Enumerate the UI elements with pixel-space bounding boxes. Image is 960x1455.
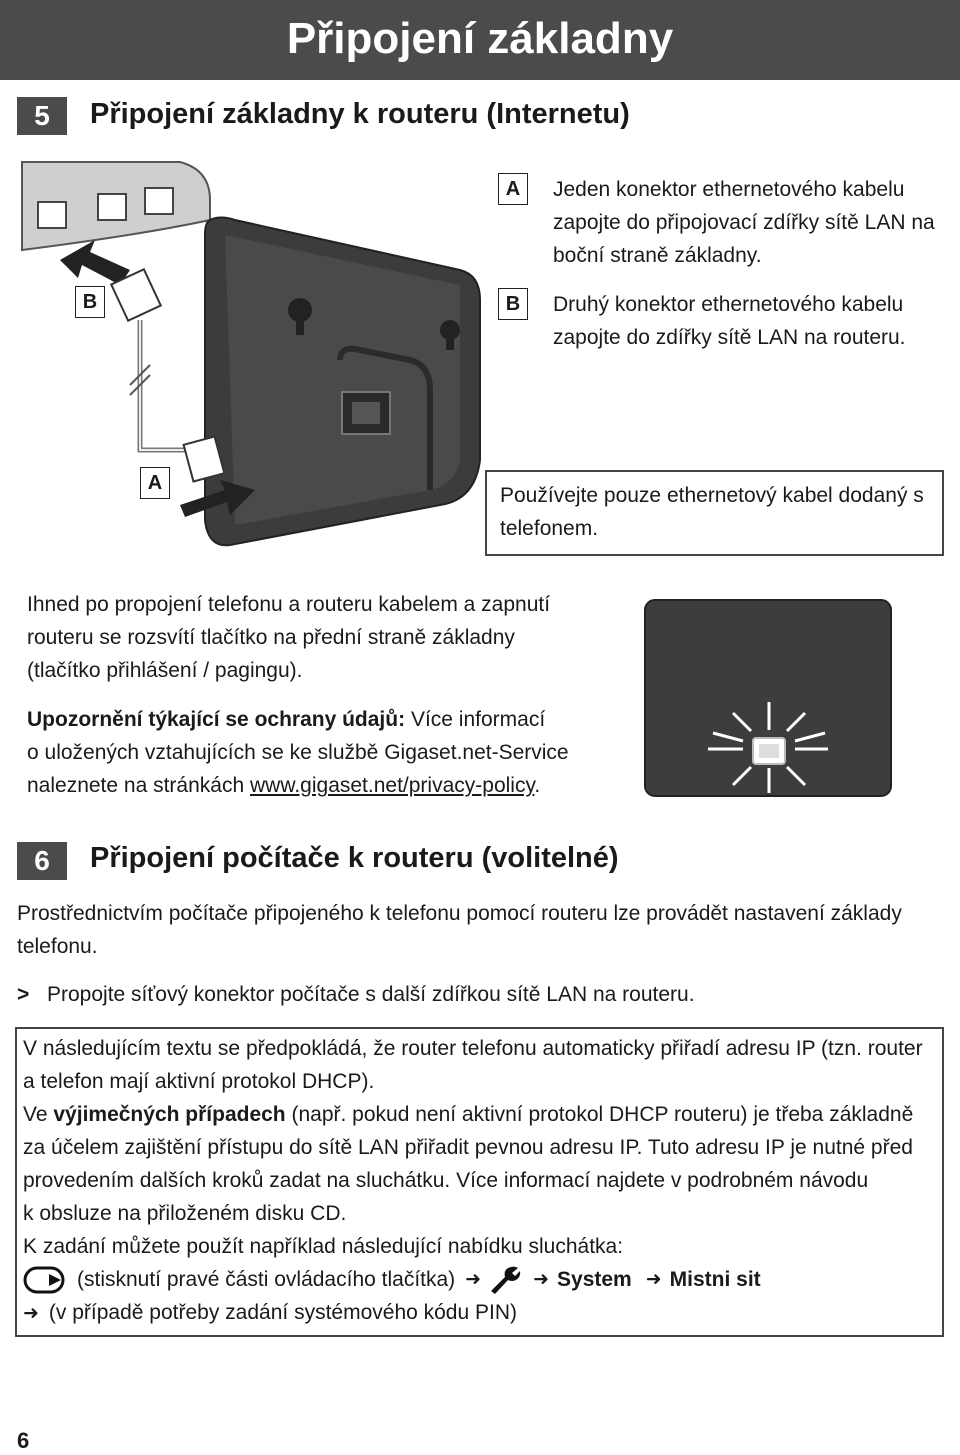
- menu-pin-line: [23, 1296, 938, 1330]
- dhcp-info-content: [23, 1032, 938, 1330]
- step-6-title: Připojení počítače k routeru (volitelné): [90, 842, 619, 874]
- led-paragraph: Ihned po propojení telefonu a routeru kabelem a zapnutí routeru se rozsvítí tlačítko na přední straně základny (tlačítko přihlášení / pagingu).: [27, 593, 551, 682]
- menu-mistni-sit: Mistni sit: [669, 1268, 761, 1291]
- arrow-icon: ➜: [23, 1303, 39, 1324]
- menu-path-line: [23, 1263, 938, 1296]
- label-b-illustration: B: [75, 286, 105, 318]
- bullet-text: Propojte síťový konektor počítače s další zdířkou sítě LAN na routeru.: [47, 983, 695, 1006]
- base-front-illustration: [643, 598, 893, 798]
- bullet-marker: >: [17, 983, 30, 1006]
- box-line-3-bold: výjimečných případech: [53, 1103, 286, 1126]
- privacy-text-2: o uložených vztahujících se ke službě Gigaset.net-Service: [27, 741, 569, 764]
- instruction-b-label: B: [498, 288, 528, 320]
- base-station-image: [20, 160, 490, 555]
- box-line-3-post: (např. pokud není aktivní protokol DHCP routeru) je třeba základně: [285, 1103, 914, 1126]
- page-title: Připojení základny: [286, 14, 674, 63]
- cable-note-text: Používejte pouze ethernetový kabel dodaný s telefonem.: [500, 484, 924, 540]
- menu-text-2: (v případě potřeby zadání systémového kódu PIN): [48, 1301, 518, 1324]
- instruction-b-text: Druhý konektor ethernetového kabelu zapojte do zdířky sítě LAN na routeru.: [553, 293, 906, 349]
- privacy-bold: Upozornění týkající se ochrany údajů:: [27, 708, 406, 731]
- box-line-4: za účelem zajištění přístupu do sítě LAN přiřadit pevnou adresu IP. Tuto adresu IP je nutné před: [23, 1136, 913, 1159]
- label-a-illustration: A: [140, 467, 170, 499]
- box-line-7: K zadání můžete použít například následující nabídku sluchátka:: [23, 1235, 624, 1258]
- step-5-title: Připojení základny k routeru (Internetu): [90, 98, 630, 130]
- step-5-number: 5: [17, 97, 67, 135]
- step-6-number: 6: [17, 842, 67, 880]
- base-connection-illustration: [20, 160, 490, 555]
- control-key-icon: [23, 1265, 69, 1295]
- privacy-end: .: [534, 774, 541, 797]
- box-line-3: [23, 1098, 938, 1131]
- box-line-2: a telefon mají aktivní protokol DHCP).: [23, 1070, 375, 1093]
- paging-key-image: [643, 598, 893, 798]
- step-6-intro: Prostřednictvím počítače připojeného k telefonu pomocí routeru lze provádět nastavení základy telefonu.: [17, 902, 902, 958]
- instruction-a-label: A: [498, 173, 528, 205]
- privacy-text-3: naleznete na stránkách: [27, 774, 245, 797]
- privacy-notice: [27, 703, 607, 802]
- box-line-5: provedením dalších kroků zadat na sluchátku. Více informací najdete v podrobném návodu: [23, 1169, 869, 1192]
- box-line-3-pre: Ve: [23, 1103, 54, 1126]
- instruction-a-text: Jeden konektor ethernetového kabelu zapojte do připojovací zdířky sítě LAN na boční straně základny.: [553, 178, 935, 267]
- wrench-icon: [487, 1265, 521, 1295]
- arrow-icon: ➜: [645, 1269, 662, 1290]
- arrow-icon: ➜: [465, 1269, 482, 1290]
- box-line-1: V následujícím textu se předpokládá, že router telefonu automaticky přiřadí adresu IP (tzn. router: [23, 1037, 923, 1060]
- page-number: 6: [17, 1428, 30, 1453]
- box-line-6: k obsluze na přiloženém disku CD.: [23, 1202, 347, 1225]
- menu-system: System: [557, 1268, 632, 1291]
- arrow-icon: ➜: [533, 1269, 550, 1290]
- privacy-text-1: Více informací: [410, 708, 546, 731]
- menu-text-1: (stisknutí pravé části ovládacího tlačítka): [77, 1268, 456, 1291]
- privacy-link[interactable]: www.gigaset.net/privacy-policy: [250, 774, 535, 797]
